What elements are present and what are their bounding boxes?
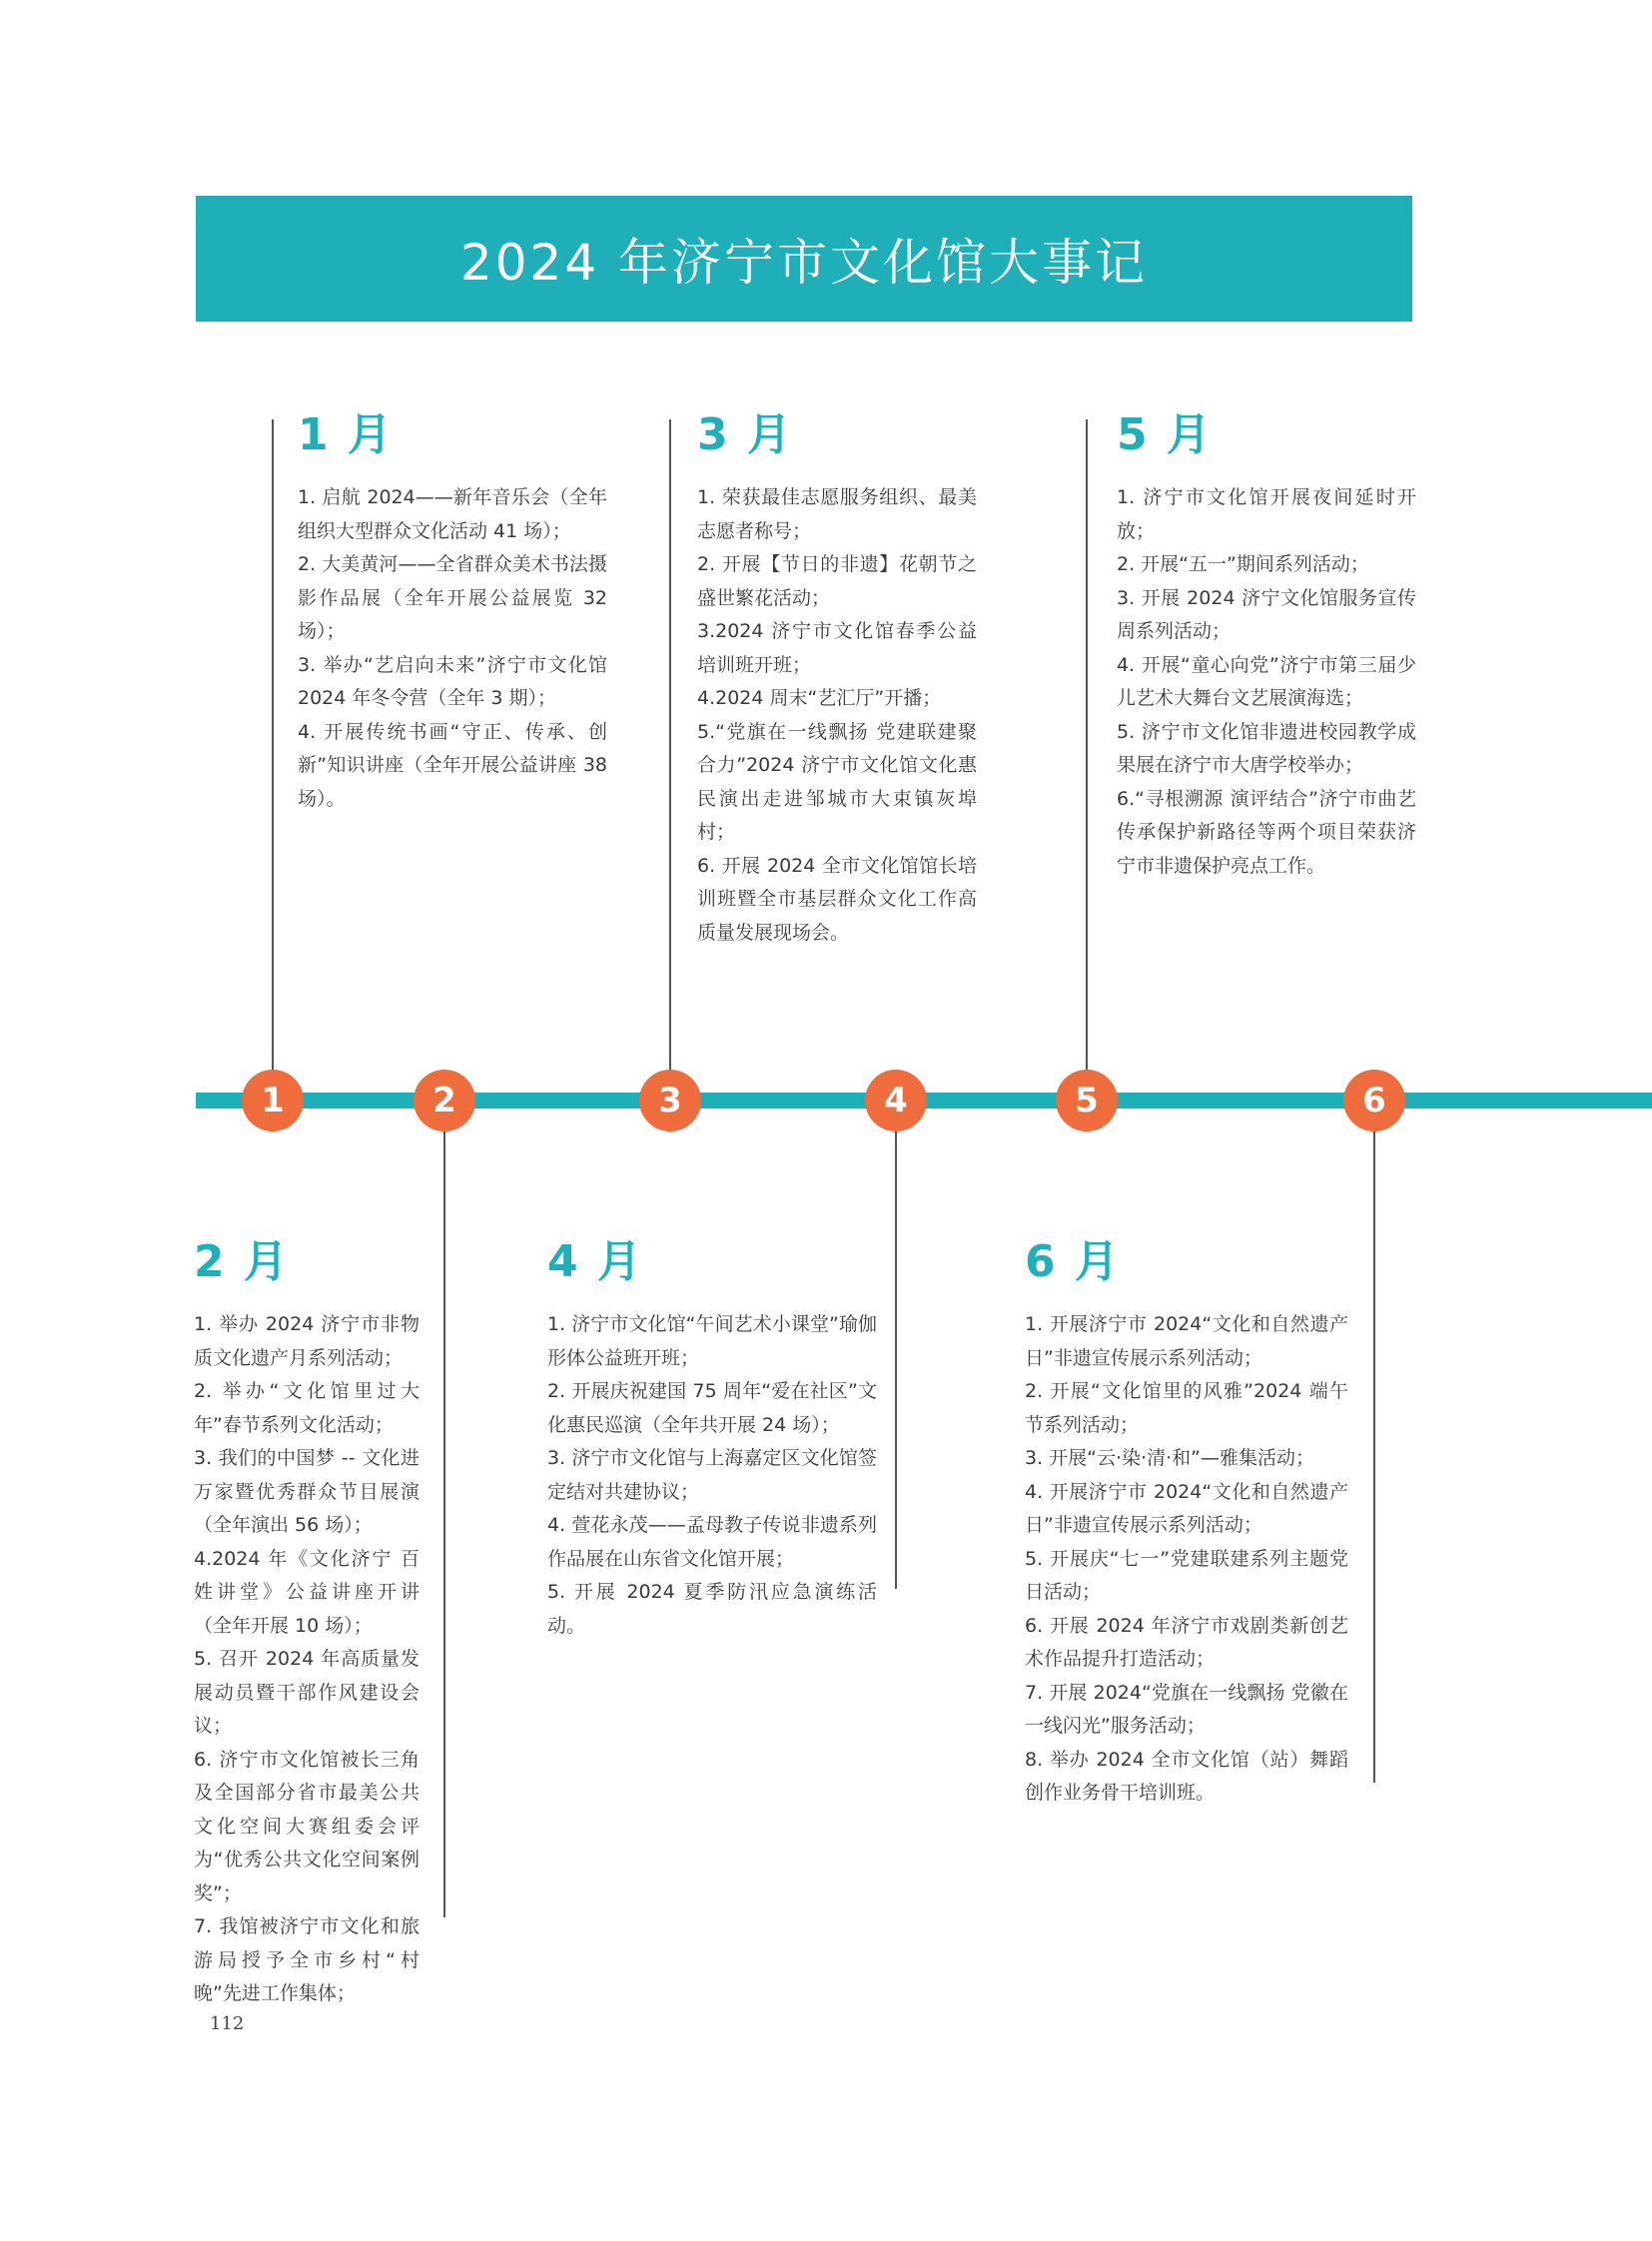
connector-line-1 <box>272 419 274 1099</box>
event-list <box>697 481 977 950</box>
event-item: 6.“寻根溯源 演评结合”济宁市曲艺传承保护新路径等两个项目荣获济宁市非遗保护亮点工作。 <box>1117 787 1416 877</box>
event-item: 3. 我们的中国梦 -- 文化进万家暨优秀群众节目展演（全年演出 56 场）； <box>194 1447 419 1536</box>
connector-line-2 <box>443 1104 445 1917</box>
event-item: 5.“党旗在一线飘扬 党建联建聚合力”2024 济宁市文化馆文化惠民演出走进邹城市大束镇灰埠村； <box>697 720 977 843</box>
timeline-node-4: 4 <box>865 1070 927 1131</box>
timeline-node-6: 6 <box>1343 1070 1405 1131</box>
month-title: 1 月 <box>298 409 394 460</box>
event-item: 4. 萱花永茂——孟母教子传说非遗系列作品展在山东省文化馆开展； <box>547 1514 877 1570</box>
connector-line-4 <box>895 1104 897 1589</box>
event-item: 3.2024 济宁市文化馆春季公益培训班开班； <box>697 620 977 676</box>
event-item: 2. 开展庆祝建国 75 周年“爱在社区”文化惠民巡演（全年共开展 24 场）； <box>547 1380 877 1436</box>
event-item: 3. 举办“艺启向未来”济宁市文化馆 2024 年冬令营（全年 3 期）； <box>298 653 607 709</box>
event-item: 1. 济宁市文化馆开展夜间延时开放； <box>1117 486 1416 542</box>
month-block-may <box>1117 407 1416 883</box>
event-item: 7. 我馆被济宁市文化和旅游局授予全市乡村“村晚”先进工作集体； <box>194 1915 419 2004</box>
month-block-april <box>547 1234 877 1643</box>
month-title: 5 月 <box>1117 409 1213 460</box>
connector-line-6 <box>1373 1104 1375 1783</box>
event-item: 5. 召开 2024 年高质量发展动员暨干部作风建设会议； <box>194 1648 419 1737</box>
event-item: 4. 开展传统书画“守正、传承、创新”知识讲座（全年开展公益讲座 38 场）。 <box>298 720 607 810</box>
event-item: 1. 开展济宁市 2024“文化和自然遗产日”非遗宣传展示系列活动； <box>1025 1313 1348 1369</box>
month-title: 3 月 <box>697 409 793 460</box>
connector-line-3 <box>669 419 671 1099</box>
event-list <box>547 1308 877 1643</box>
timeline-node-2: 2 <box>413 1070 475 1131</box>
month-block-february <box>194 1234 419 2011</box>
event-item: 2. 开展【节日的非遗】花朝节之盛世繁花活动； <box>697 553 977 609</box>
event-item: 4.2024 周末“艺汇厅”开播； <box>697 687 942 709</box>
event-item: 2. 举办“文化馆里过大年”春节系列文化活动； <box>194 1380 419 1436</box>
event-item: 1. 举办 2024 济宁市非物质文化遗产月系列活动； <box>194 1313 419 1369</box>
event-item: 5. 济宁市文化馆非遗进校园教学成果展在济宁市大唐学校举办； <box>1117 720 1416 776</box>
event-item: 3. 济宁市文化馆与上海嘉定区文化馆签定结对共建协议； <box>547 1447 877 1503</box>
month-title: 2 月 <box>194 1236 290 1287</box>
event-list <box>194 1308 419 2011</box>
event-item: 6. 开展 2024 年济宁市戏剧类新创艺术作品提升打造活动； <box>1025 1614 1348 1670</box>
month-block-march <box>697 407 977 950</box>
connector-line-5 <box>1086 419 1088 1099</box>
event-item: 4. 开展“童心向党”济宁市第三届少儿艺术大舞台文艺展演海选； <box>1117 653 1416 709</box>
event-item: 7. 开展 2024“党旗在一线飘扬 党徽在一线闪光”服务活动； <box>1025 1681 1348 1737</box>
event-item: 6. 开展 2024 全市文化馆馆长培训班暨全市基层群众文化工作高质量发展现场会。 <box>697 854 977 944</box>
event-item: 3. 开展 2024 济宁文化馆服务宣传周系列活动； <box>1117 586 1416 642</box>
event-item: 5. 开展 2024 夏季防汛应急演练活动。 <box>547 1581 877 1637</box>
event-item: 3. 开展“云·染·清·和”—雅集活动； <box>1025 1447 1314 1469</box>
page-title: 2024 年济宁市文化馆大事记 <box>459 234 1149 292</box>
event-item: 1. 济宁市文化馆“午间艺术小课堂”瑜伽形体公益班开班； <box>547 1313 877 1369</box>
title-banner <box>196 196 1412 322</box>
event-item: 4. 开展济宁市 2024“文化和自然遗产日”非遗宣传展示系列活动； <box>1025 1480 1348 1536</box>
event-item: 8. 举办 2024 全市文化馆（站）舞蹈创作业务骨干培训班。 <box>1025 1748 1348 1804</box>
timeline-node-5: 5 <box>1056 1070 1118 1131</box>
month-block-june <box>1025 1234 1348 1811</box>
event-item: 1. 荣获最佳志愿服务组织、最美志愿者称号； <box>697 486 977 542</box>
timeline-node-3: 3 <box>639 1070 701 1131</box>
event-list <box>1117 481 1416 883</box>
event-item: 4.2024 年《文化济宁 百姓讲堂》公益讲座开讲（全年开展 10 场）； <box>194 1547 419 1637</box>
month-block-january <box>298 407 607 816</box>
event-item: 2. 开展“五一”期间系列活动； <box>1117 553 1369 575</box>
event-item: 6. 济宁市文化馆被长三角及全国部分省市最美公共文化空间大赛组委会评为“优秀公共文化空间案例奖”； <box>194 1748 419 1904</box>
month-title: 6 月 <box>1025 1236 1121 1287</box>
event-item: 1. 启航 2024——新年音乐会（全年组织大型群众文化活动 41 场）； <box>298 486 607 542</box>
event-item: 2. 大美黄河——全省群众美术书法摄影作品展（全年开展公益展览 32 场）； <box>298 553 607 642</box>
event-item: 5. 开展庆“七一”党建联建系列主题党日活动； <box>1025 1547 1348 1603</box>
event-list <box>1025 1308 1348 1811</box>
event-item: 2. 开展“文化馆里的风雅”2024 端午节系列活动； <box>1025 1380 1348 1436</box>
event-list <box>298 481 607 816</box>
month-title: 4 月 <box>547 1236 643 1287</box>
page-number: 112 <box>210 2013 245 2034</box>
timeline-node-1: 1 <box>242 1070 304 1131</box>
